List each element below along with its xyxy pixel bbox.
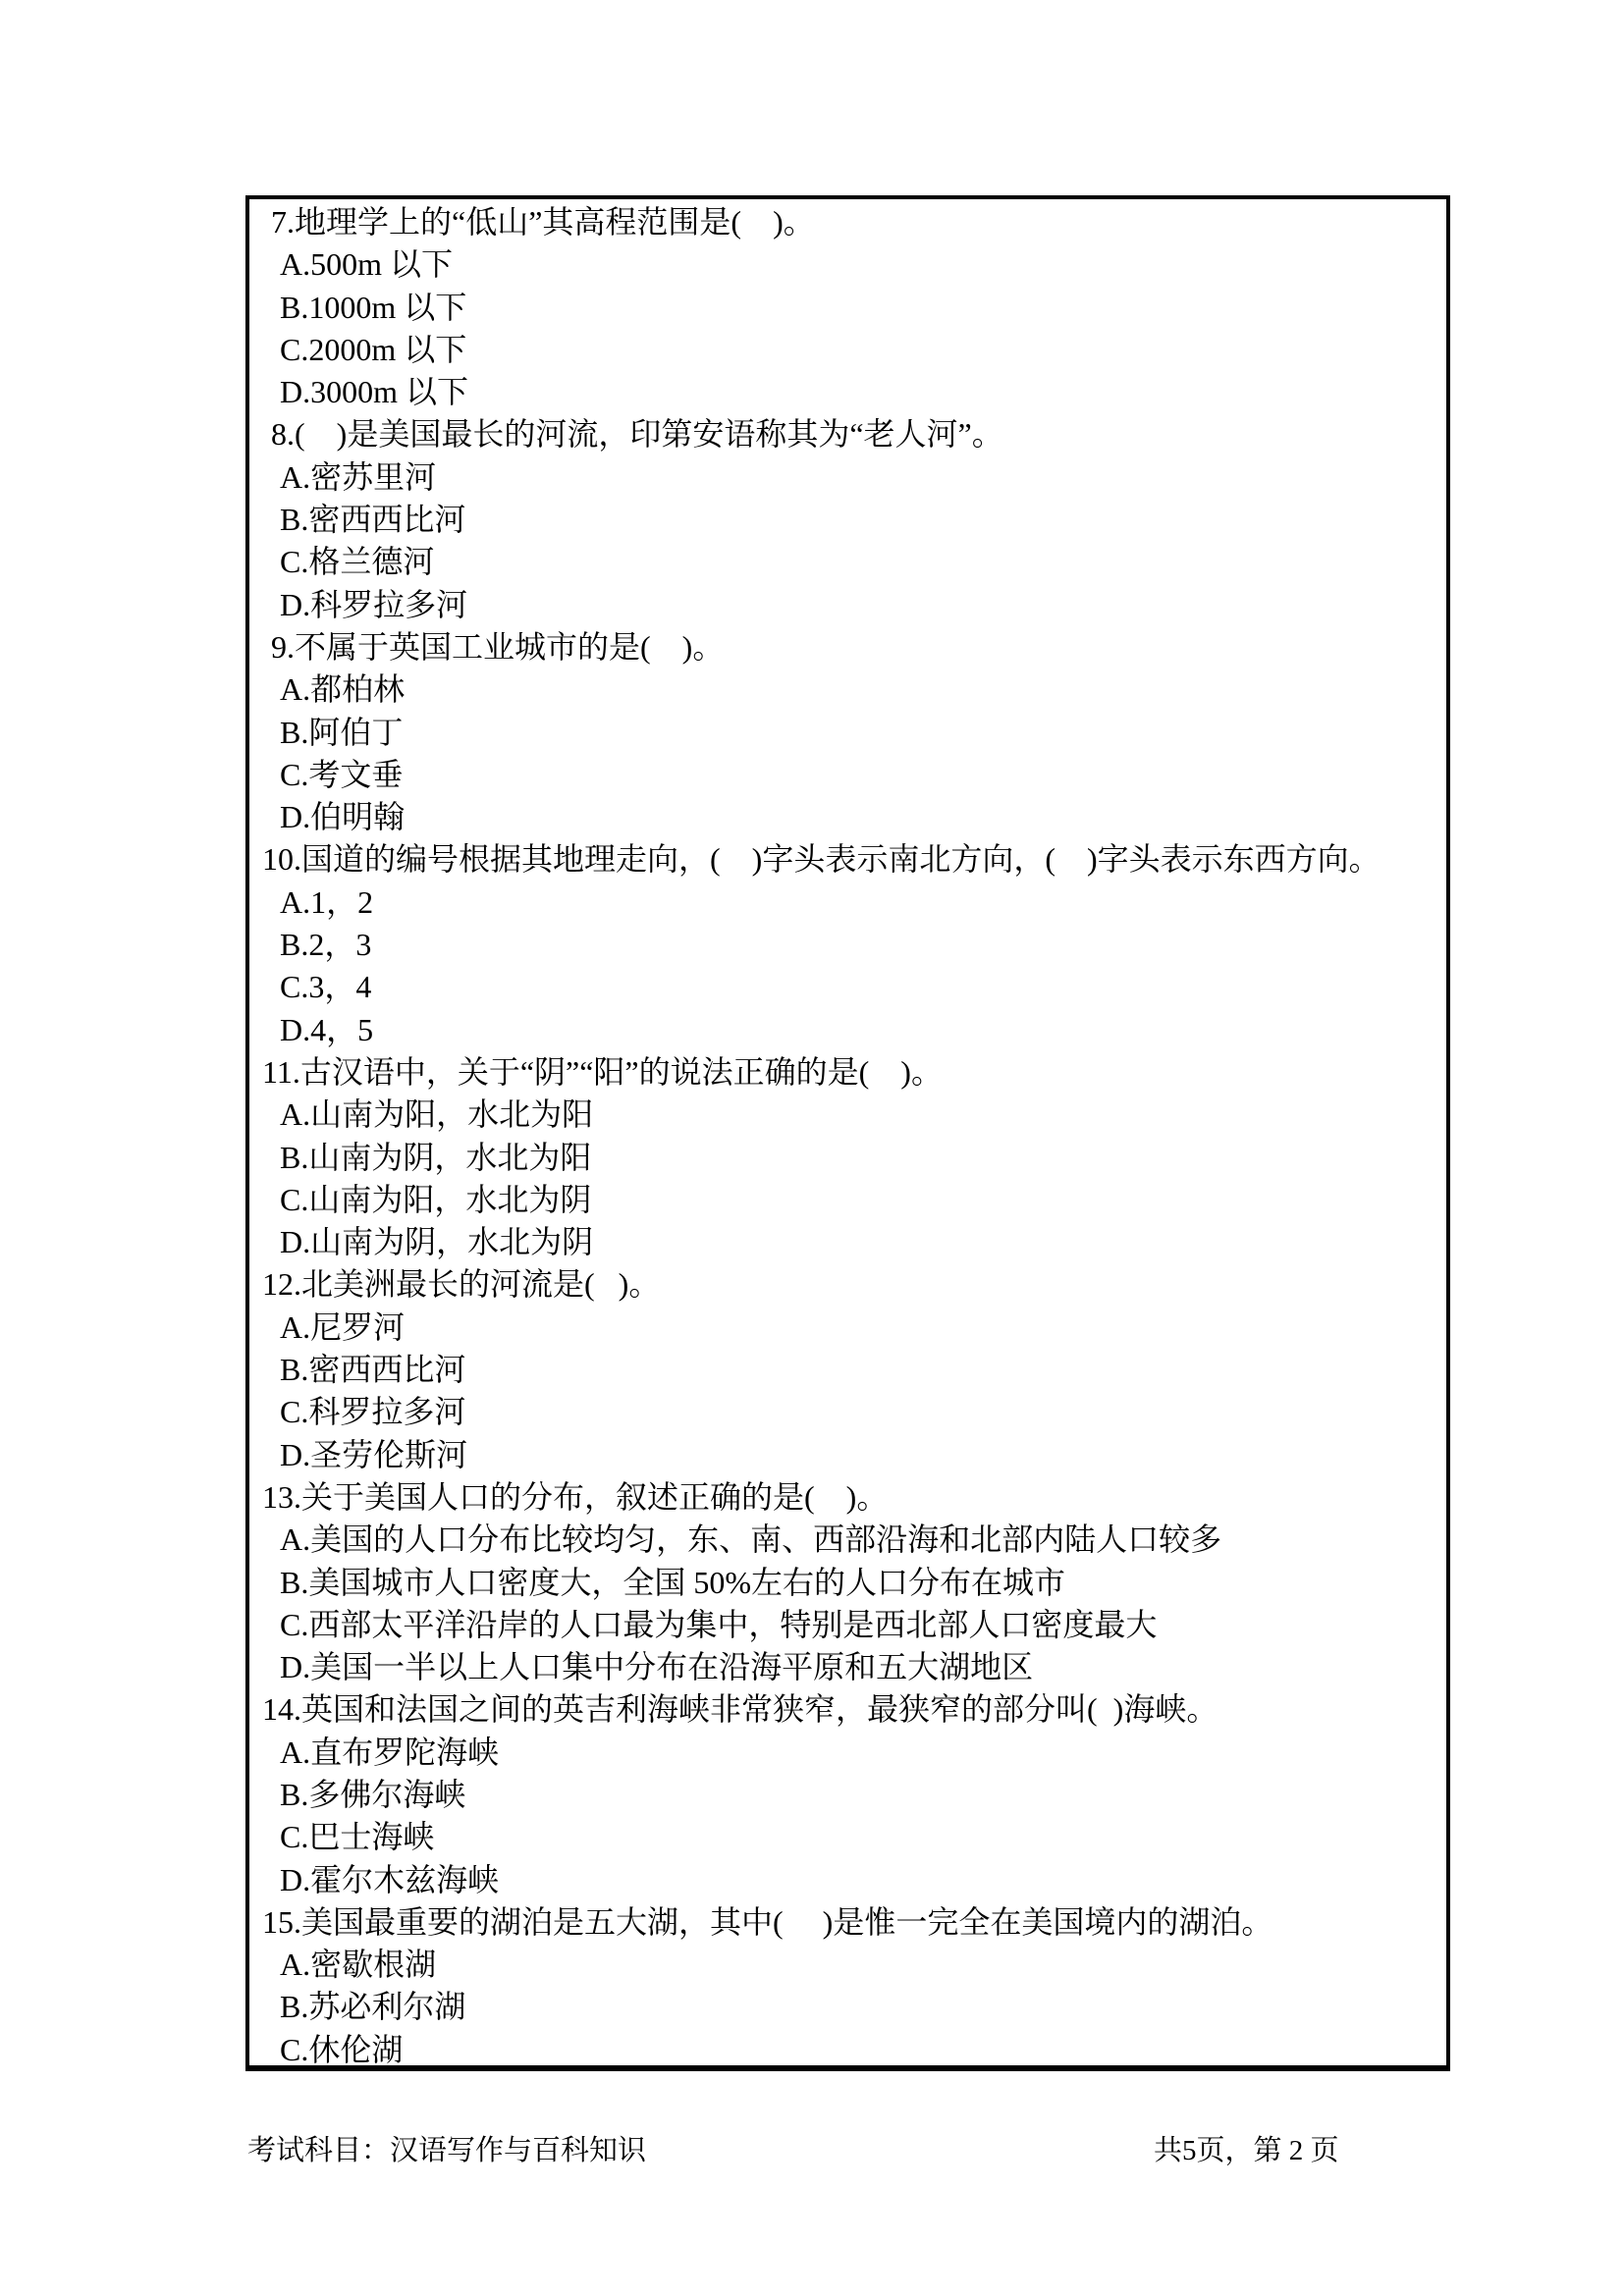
question-11-option-b: B.山南为阴，水北为阳 <box>280 1139 592 1175</box>
question-13-option-c: C.西部太平洋沿岸的人口最为集中，特别是西北部人口密度最大 <box>280 1606 1158 1642</box>
question-10-option-b: B.2，3 <box>280 927 372 963</box>
question-8-option-a: A.密苏里河 <box>280 458 437 495</box>
footer-page-number: 共5页，第 2 页 <box>1154 2135 1339 2166</box>
question-12-option-d: D.圣劳伦斯河 <box>280 1436 468 1472</box>
question-15-option-b: B.苏必利尔湖 <box>280 1989 466 2025</box>
question-14-option-c: C.巴士海峡 <box>280 1819 435 1855</box>
question-13-option-b: B.美国城市人口密度大，全国 50%左右的人口分布在城市 <box>280 1564 1066 1600</box>
question-10-option-c: C.3，4 <box>280 969 372 1005</box>
question-7-option-d: D.3000m 以下 <box>280 374 469 410</box>
question-8-option-d: D.科罗拉多河 <box>280 586 468 622</box>
question-7-option-a: A.500m 以下 <box>280 246 454 283</box>
question-9-option-a: A.都柏林 <box>280 671 406 708</box>
question-8-option-b: B.密西西比河 <box>280 502 466 538</box>
question-8 <box>249 413 1446 625</box>
question-12-text: 12.北美洲最长的河流是( )。 <box>262 1266 661 1303</box>
question-8-option-c: C.格兰德河 <box>280 544 435 580</box>
question-12-option-b: B.密西西比河 <box>280 1352 466 1388</box>
question-11-option-a: A.山南为阳，水北为阳 <box>280 1096 594 1133</box>
question-9-text: 9.不属于英国工业城市的是( )。 <box>271 628 725 665</box>
question-7 <box>249 201 1446 413</box>
question-7-option-c: C.2000m 以下 <box>280 331 467 367</box>
question-14-option-a: A.直布罗陀海峡 <box>280 1734 500 1770</box>
question-15-option-c: C.休伦湖 <box>280 2031 404 2067</box>
question-11 <box>249 1051 1446 1263</box>
question-10 <box>249 838 1446 1050</box>
question-9-option-d: D.伯明翰 <box>280 799 406 835</box>
question-7-text: 7.地理学上的“低山”其高程范围是( )。 <box>271 204 815 240</box>
footer-subject: 考试科目：汉语写作与百科知识 <box>247 2135 647 2166</box>
question-10-option-d: D.4，5 <box>280 1011 374 1047</box>
question-9 <box>249 626 1446 838</box>
question-13 <box>249 1476 1446 1688</box>
question-8-text: 8.( )是美国最长的河流，印第安语称其为“老人河”。 <box>271 416 1003 453</box>
question-13-option-a: A.美国的人口分布比较均匀，东、南、西部沿海和北部内陆人口较多 <box>280 1522 1222 1558</box>
question-12-option-c: C.科罗拉多河 <box>280 1394 466 1430</box>
question-15-text: 15.美国最重要的湖泊是五大湖，其中( )是惟一完全在美国境内的湖泊。 <box>262 1903 1273 1940</box>
question-14 <box>249 1688 1446 1900</box>
question-14-option-d: D.霍尔木兹海峡 <box>280 1861 500 1897</box>
question-14-option-b: B.多佛尔海峡 <box>280 1776 466 1812</box>
question-11-option-c: C.山南为阳，水北为阴 <box>280 1181 592 1217</box>
question-14-text: 14.英国和法国之间的英吉利海峡非常狭窄，最狭窄的部分叫( )海峡。 <box>262 1691 1218 1728</box>
question-13-option-d: D.美国一半以上人口集中分布在沿海平原和五大湖地区 <box>280 1649 1034 1685</box>
question-15 <box>249 1901 1446 2071</box>
question-12 <box>249 1263 1446 1475</box>
question-12-option-a: A.尼罗河 <box>280 1308 406 1345</box>
question-11-text: 11.古汉语中，关于“阴”“阳”的说法正确的是( )。 <box>262 1053 943 1090</box>
question-10-option-a: A.1，2 <box>280 883 374 920</box>
question-13-text: 13.关于美国人口的分布，叙述正确的是( )。 <box>262 1478 889 1515</box>
question-9-option-c: C.考文垂 <box>280 756 404 792</box>
question-11-option-d: D.山南为阴，水北为阴 <box>280 1224 594 1260</box>
question-7-option-b: B.1000m 以下 <box>280 289 467 325</box>
question-border-box <box>245 195 1450 2071</box>
question-15-option-a: A.密歇根湖 <box>280 1947 437 1983</box>
question-10-text: 10.国道的编号根据其地理走向，( )字头表示南北方向，( )字头表示东西方向。 <box>262 841 1380 878</box>
question-9-option-b: B.阿伯丁 <box>280 714 404 750</box>
